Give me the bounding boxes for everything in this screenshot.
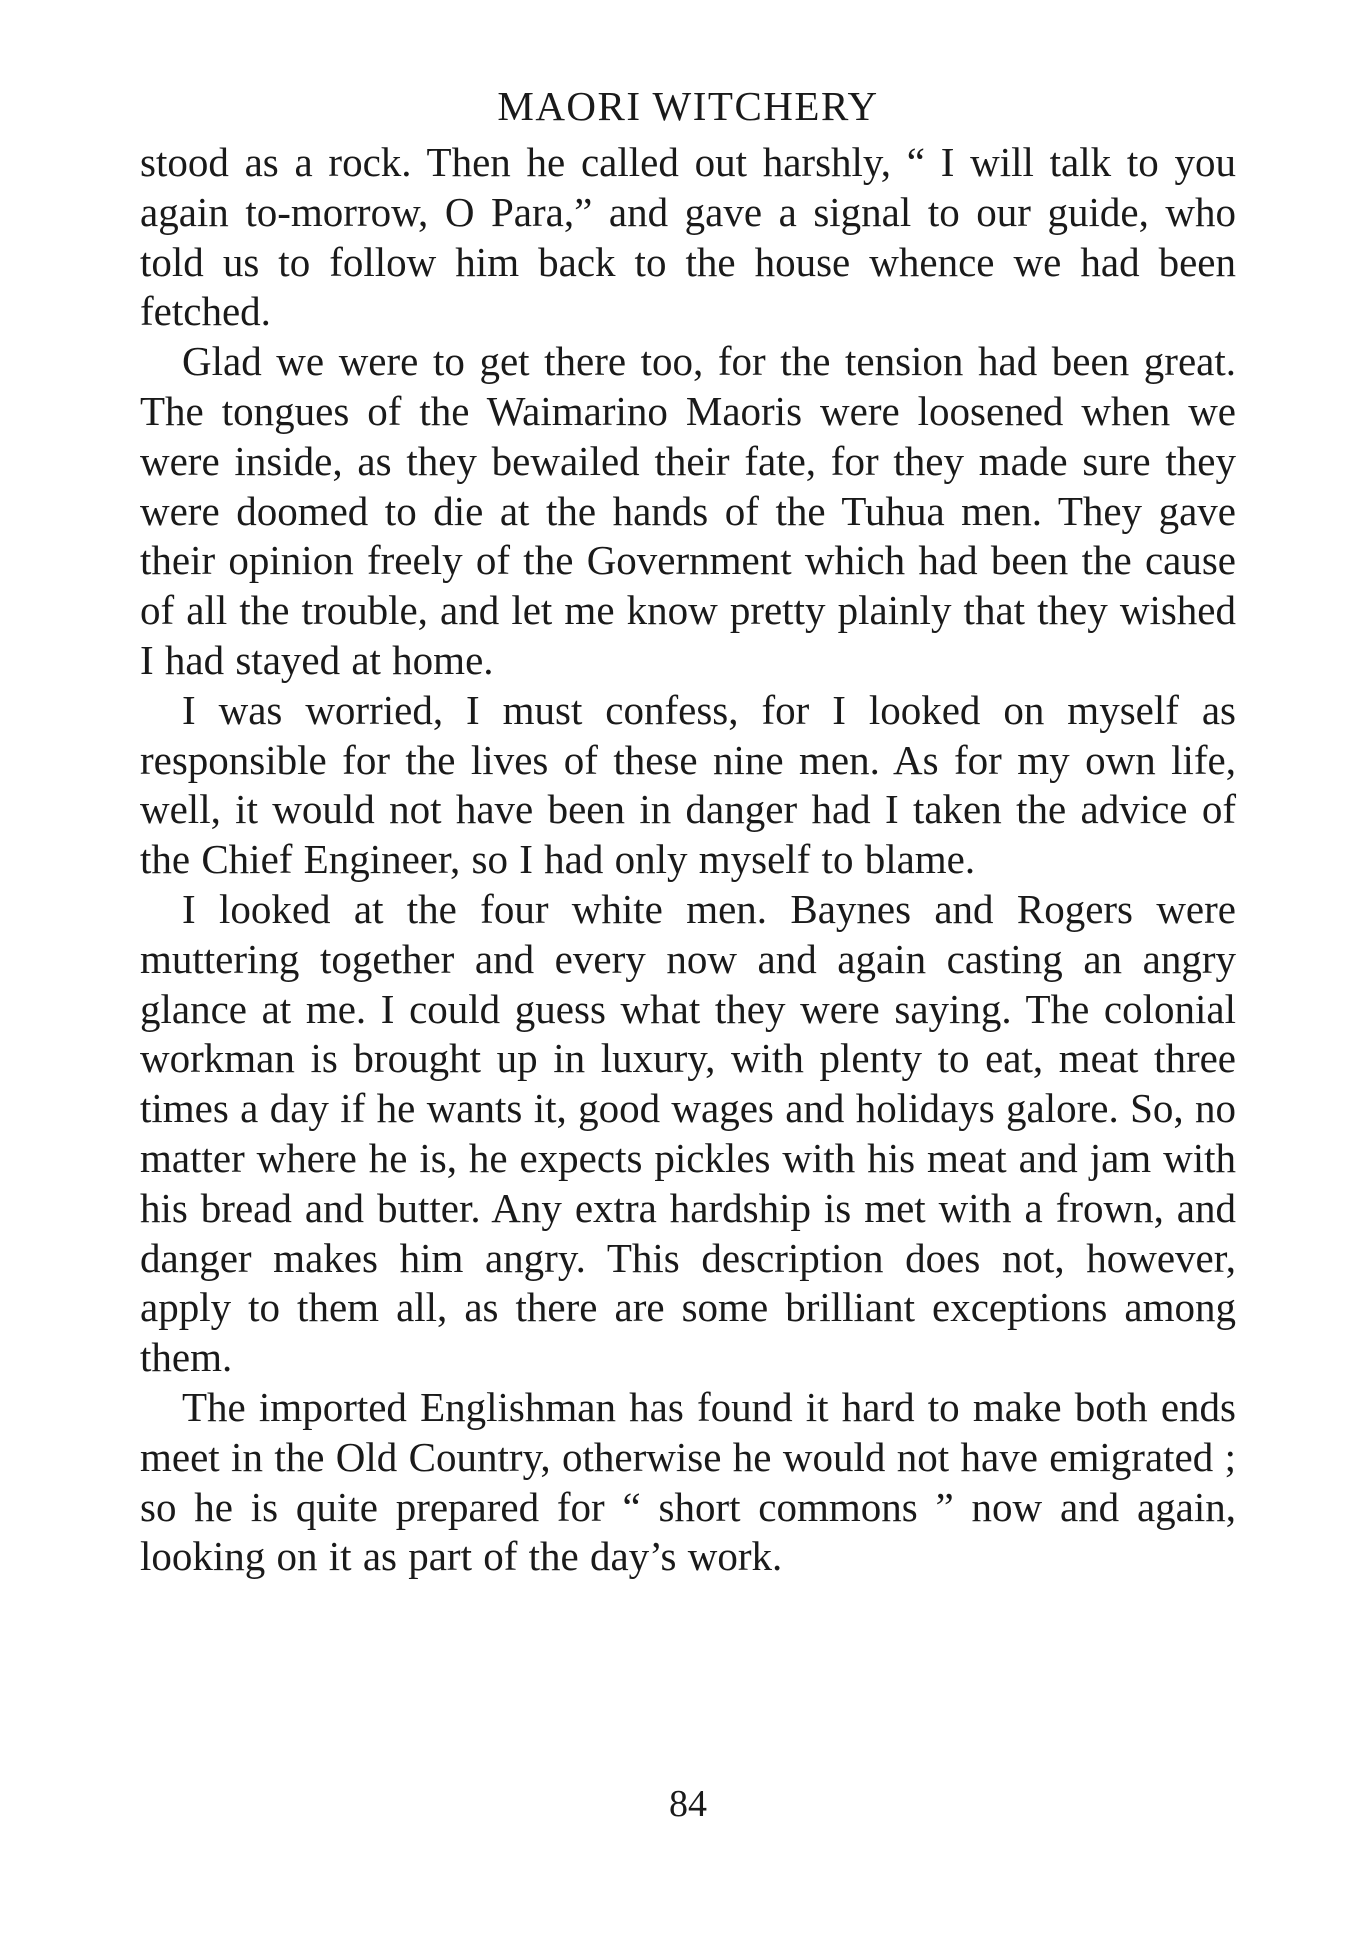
paragraph: I was worried, I must confess, for I looked on myself as responsible for the lives of these nine men. As for my own life, well, it would not have been in danger had I taken the advice of the Chief Engineer, so I had only myself to blame. <box>140 686 1236 883</box>
paragraph: The imported Englishman has found it hard to make both ends meet in the Old Country, otherwise he would not have emigrated ; so he is quite prepared for “ short commons ” now and again, looking on it as part of the day’s work. <box>140 1383 1236 1580</box>
paragraph: Glad we were to get there too, for the tension had been great. The tongues of the Waimarino Maoris were loosened when we were inside, as they bewailed their fate, for they made sure they were doomed to die at the hands of the Tuhua men. They gave their opinion freely of the Government which had been the cause of all the trouble, and let me know pretty plainly that they wished I had stayed at home. <box>140 338 1236 683</box>
book-page <box>140 82 1236 1825</box>
running-head: MAORI WITCHERY <box>497 83 879 129</box>
page-number: 84 <box>669 1783 707 1825</box>
paragraph-continued: stood as a rock. Then he called out harshly, “ I will talk to you again to-morrow, O Para,” and gave a signal to our guide, who told us to follow him back to the house whence we had been fetched. <box>140 139 1236 335</box>
paragraph: I looked at the four white men. Baynes and Rogers were muttering together and every now and again casting an angry glance at me. I could guess what they were saying. The colonial workman is brought up in luxury, with plenty to eat, meat three times a day if he wants it, good wages and holidays galore. So, no matter where he is, he expects pickles with his meat and jam with his bread and butter. Any extra hardship is met with a frown, and danger makes him angry. This description does not, however, apply to them all, as there are some brilliant exceptions among them. <box>140 885 1236 1381</box>
